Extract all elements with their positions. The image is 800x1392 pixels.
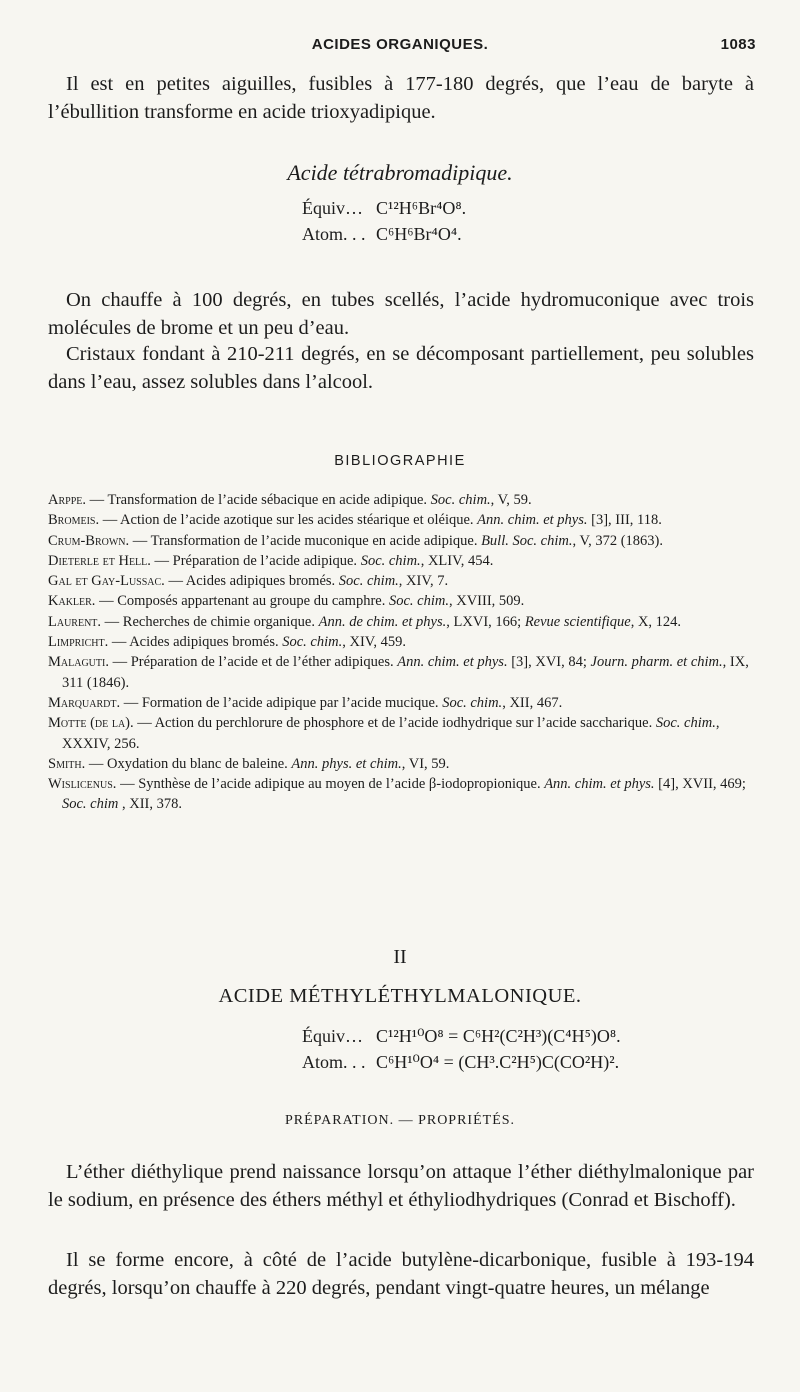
- bib-journal: Bull. Soc. chim.: [481, 532, 573, 549]
- bibliography-entry: [48, 774, 762, 815]
- bib-journal: Ann. phys. et chim.: [291, 755, 402, 772]
- bibliography-entry: [48, 612, 762, 632]
- bib-text: — Composés appartenant au groupe du camphre.: [95, 593, 389, 610]
- equiv-row-2: [302, 1026, 621, 1047]
- equiv-row: [302, 198, 466, 219]
- bib-author: Dieterle et Hell.: [48, 552, 151, 569]
- section2-paragraph-2: Il se forme encore, à côté de l’acide butylène-dicarbonique, fusible à 193-194 degrés, lorsqu’on chauffe à 220 degrés, pendant vingt-quatre heures, un mélange: [48, 1249, 754, 1299]
- running-header: [0, 36, 800, 60]
- bib-journal: Soc. chim.: [430, 492, 491, 508]
- bib-journal: Ann. chim. et phys.: [477, 512, 588, 529]
- section2-paragraph-1: L’éther diéthylique prend naissance lorsqu’on attaque l’éther diéthylmalonique par le sodium, en présence des éthers méthyl et éthyliodhydriques (Conrad et Bischoff).: [48, 1161, 754, 1211]
- bib-author: Limpricht.: [48, 634, 109, 651]
- bib-ref: [3], III, 118.: [587, 512, 662, 529]
- bib-ref-2: , IX, 311 (1846).: [62, 654, 749, 691]
- bib-ref: , VI, 59.: [401, 755, 450, 772]
- bib-author: Kakler.: [48, 593, 96, 610]
- bib-text: — Transformation de l’acide muconique en acide adipique.: [129, 532, 482, 549]
- bib-ref-2: , XII, 378.: [118, 796, 183, 813]
- bib-journal-2: Soc. chim: [62, 796, 119, 813]
- atom-label-2: Atom. . .: [302, 1052, 366, 1072]
- section-title: ACIDE MÉTHYLÉTHYLMALONIQUE.: [218, 985, 582, 1007]
- bib-journal: Soc. chim.: [442, 694, 503, 711]
- atom-label: Atom. . .: [302, 224, 366, 244]
- bibliography-entry: [48, 713, 762, 754]
- bibliography-entry: [48, 693, 762, 713]
- bib-text: — Acides adipiques bromés.: [108, 634, 283, 651]
- bib-text: — Action du perchlorure de phosphore et de l’acide iodhydrique sur l’acide saccharique.: [133, 715, 656, 732]
- atom-row: [302, 224, 462, 245]
- equiv-formula-2: C¹²H¹⁰O⁸ = C⁶H²(C²H³)(C⁴H⁵)O⁸.: [376, 1026, 621, 1046]
- equiv-label-2: Équiv…: [302, 1026, 363, 1046]
- bib-ref: , LXVI, 166;: [446, 613, 525, 630]
- bib-ref: , V, 59.: [490, 492, 532, 508]
- header-title: ACIDES ORGANIQUES.: [311, 36, 489, 53]
- bib-text: — Préparation de l’acide adipique.: [150, 552, 361, 569]
- bib-ref: , XIV, 459.: [342, 634, 407, 651]
- bib-ref: [4], XVII, 469;: [654, 776, 746, 793]
- bib-ref: , XLIV, 454.: [420, 552, 494, 569]
- intro-paragraph: Il est en petites aiguilles, fusibles à 177-180 degrés, que l’eau de baryte à l’ébullition transforme en acide trioxyadipique.: [48, 73, 754, 123]
- atom-formula-2: C⁶H¹⁰O⁴ = (CH³.C²H⁵)C(CO²H)².: [376, 1052, 620, 1072]
- tetrabromo-paragraph-2: Cristaux fondant à 210-211 degrés, en se décomposant partiellement, peu solubles dans l’eau, assez solubles dans l’alcool.: [48, 343, 754, 393]
- atom-formula: C⁶H⁶Br⁴O⁴.: [376, 224, 462, 244]
- equiv-formula: C¹²H⁶Br⁴O⁸.: [376, 198, 467, 218]
- bib-journal-2: Revue scientifique: [524, 613, 631, 630]
- bib-journal: Soc. chim.: [655, 715, 716, 732]
- bibliography-entry: [48, 571, 762, 591]
- bib-journal: Ann. de chim. et phys.: [318, 613, 447, 630]
- bib-text: — Acides adipiques bromés.: [164, 573, 339, 590]
- bib-journal-2: Journ. pharm. et chim.: [590, 654, 723, 671]
- bib-author: Crum-Brown.: [48, 532, 130, 549]
- atom-row-2: [302, 1052, 619, 1073]
- bibliography-list: [48, 490, 762, 815]
- bib-ref: , XIV, 7.: [398, 573, 449, 590]
- bibliography-entry: [48, 652, 762, 693]
- section-number: II: [393, 946, 407, 968]
- bib-ref: , XII, 467.: [502, 694, 563, 711]
- bib-author: Bromeis.: [48, 512, 100, 529]
- bib-author: Motte (de la).: [48, 715, 134, 732]
- bib-text: — Préparation de l’acide et de l’éther adipiques.: [108, 654, 398, 671]
- bibliography-entry: [48, 632, 762, 652]
- bibliography-entry: [48, 551, 762, 571]
- page-number: 1083: [720, 36, 756, 53]
- bib-ref: [3], XVI, 84;: [507, 654, 591, 671]
- bibliography-entry: [48, 510, 762, 530]
- bib-journal: Soc. chim.: [388, 593, 449, 610]
- bib-text: — Formation de l’acide adipique par l’acide mucique.: [120, 694, 443, 711]
- bibliography-entry: [48, 754, 762, 774]
- bib-ref: , V, 372 (1863).: [572, 532, 663, 549]
- bib-author: Malaguti.: [48, 654, 109, 671]
- tetrabromo-paragraph-1: On chauffe à 100 degrés, en tubes scellés, l’acide hydromuconique avec trois molécules de brome et un peu d’eau.: [48, 289, 754, 339]
- bib-text: — Action de l’acide azotique sur les acides stéarique et oléique.: [99, 512, 478, 529]
- bib-ref-2: , X, 124.: [630, 613, 682, 630]
- bib-journal: Soc. chim.: [360, 552, 421, 569]
- bib-ref: , XVIII, 509.: [448, 593, 525, 610]
- equiv-label: Équiv…: [302, 198, 363, 218]
- bib-journal: Ann. chim. et phys.: [397, 654, 508, 671]
- bib-journal: Soc. chim.: [338, 573, 399, 590]
- bib-author: Marquardt.: [48, 694, 121, 711]
- bib-author: Gal et Gay-Lussac.: [48, 573, 165, 590]
- preparation-heading: PRÉPARATION. — PROPRIÉTÉS.: [284, 1113, 516, 1128]
- bib-text: — Transformation de l’acide sébacique en acide adipique.: [86, 492, 431, 508]
- bib-text: — Synthèse de l’acide adipique au moyen de l’acide β-iodopropionique.: [116, 776, 545, 793]
- bibliography-heading: BIBLIOGRAPHIE: [334, 453, 466, 469]
- bib-journal: Ann. chim. et phys.: [544, 776, 655, 793]
- bib-author: Arppe.: [48, 492, 86, 508]
- bib-author: Smith.: [48, 755, 86, 772]
- bib-text: — Recherches de chimie organique.: [101, 613, 319, 630]
- bibliography-entry: [48, 591, 762, 611]
- section-subtitle-tetrabromadipique: Acide tétrabromadipique.: [287, 160, 513, 185]
- bib-journal: Soc. chim.: [282, 634, 343, 651]
- bibliography-entry: [48, 490, 762, 510]
- bibliography-entry: [48, 531, 762, 551]
- bib-author: Laurent.: [48, 613, 102, 630]
- bib-text: — Oxydation du blanc de baleine.: [85, 755, 292, 772]
- bib-author: Wislicenus.: [48, 776, 117, 793]
- bib-ref: , XXXIV, 256.: [62, 715, 720, 752]
